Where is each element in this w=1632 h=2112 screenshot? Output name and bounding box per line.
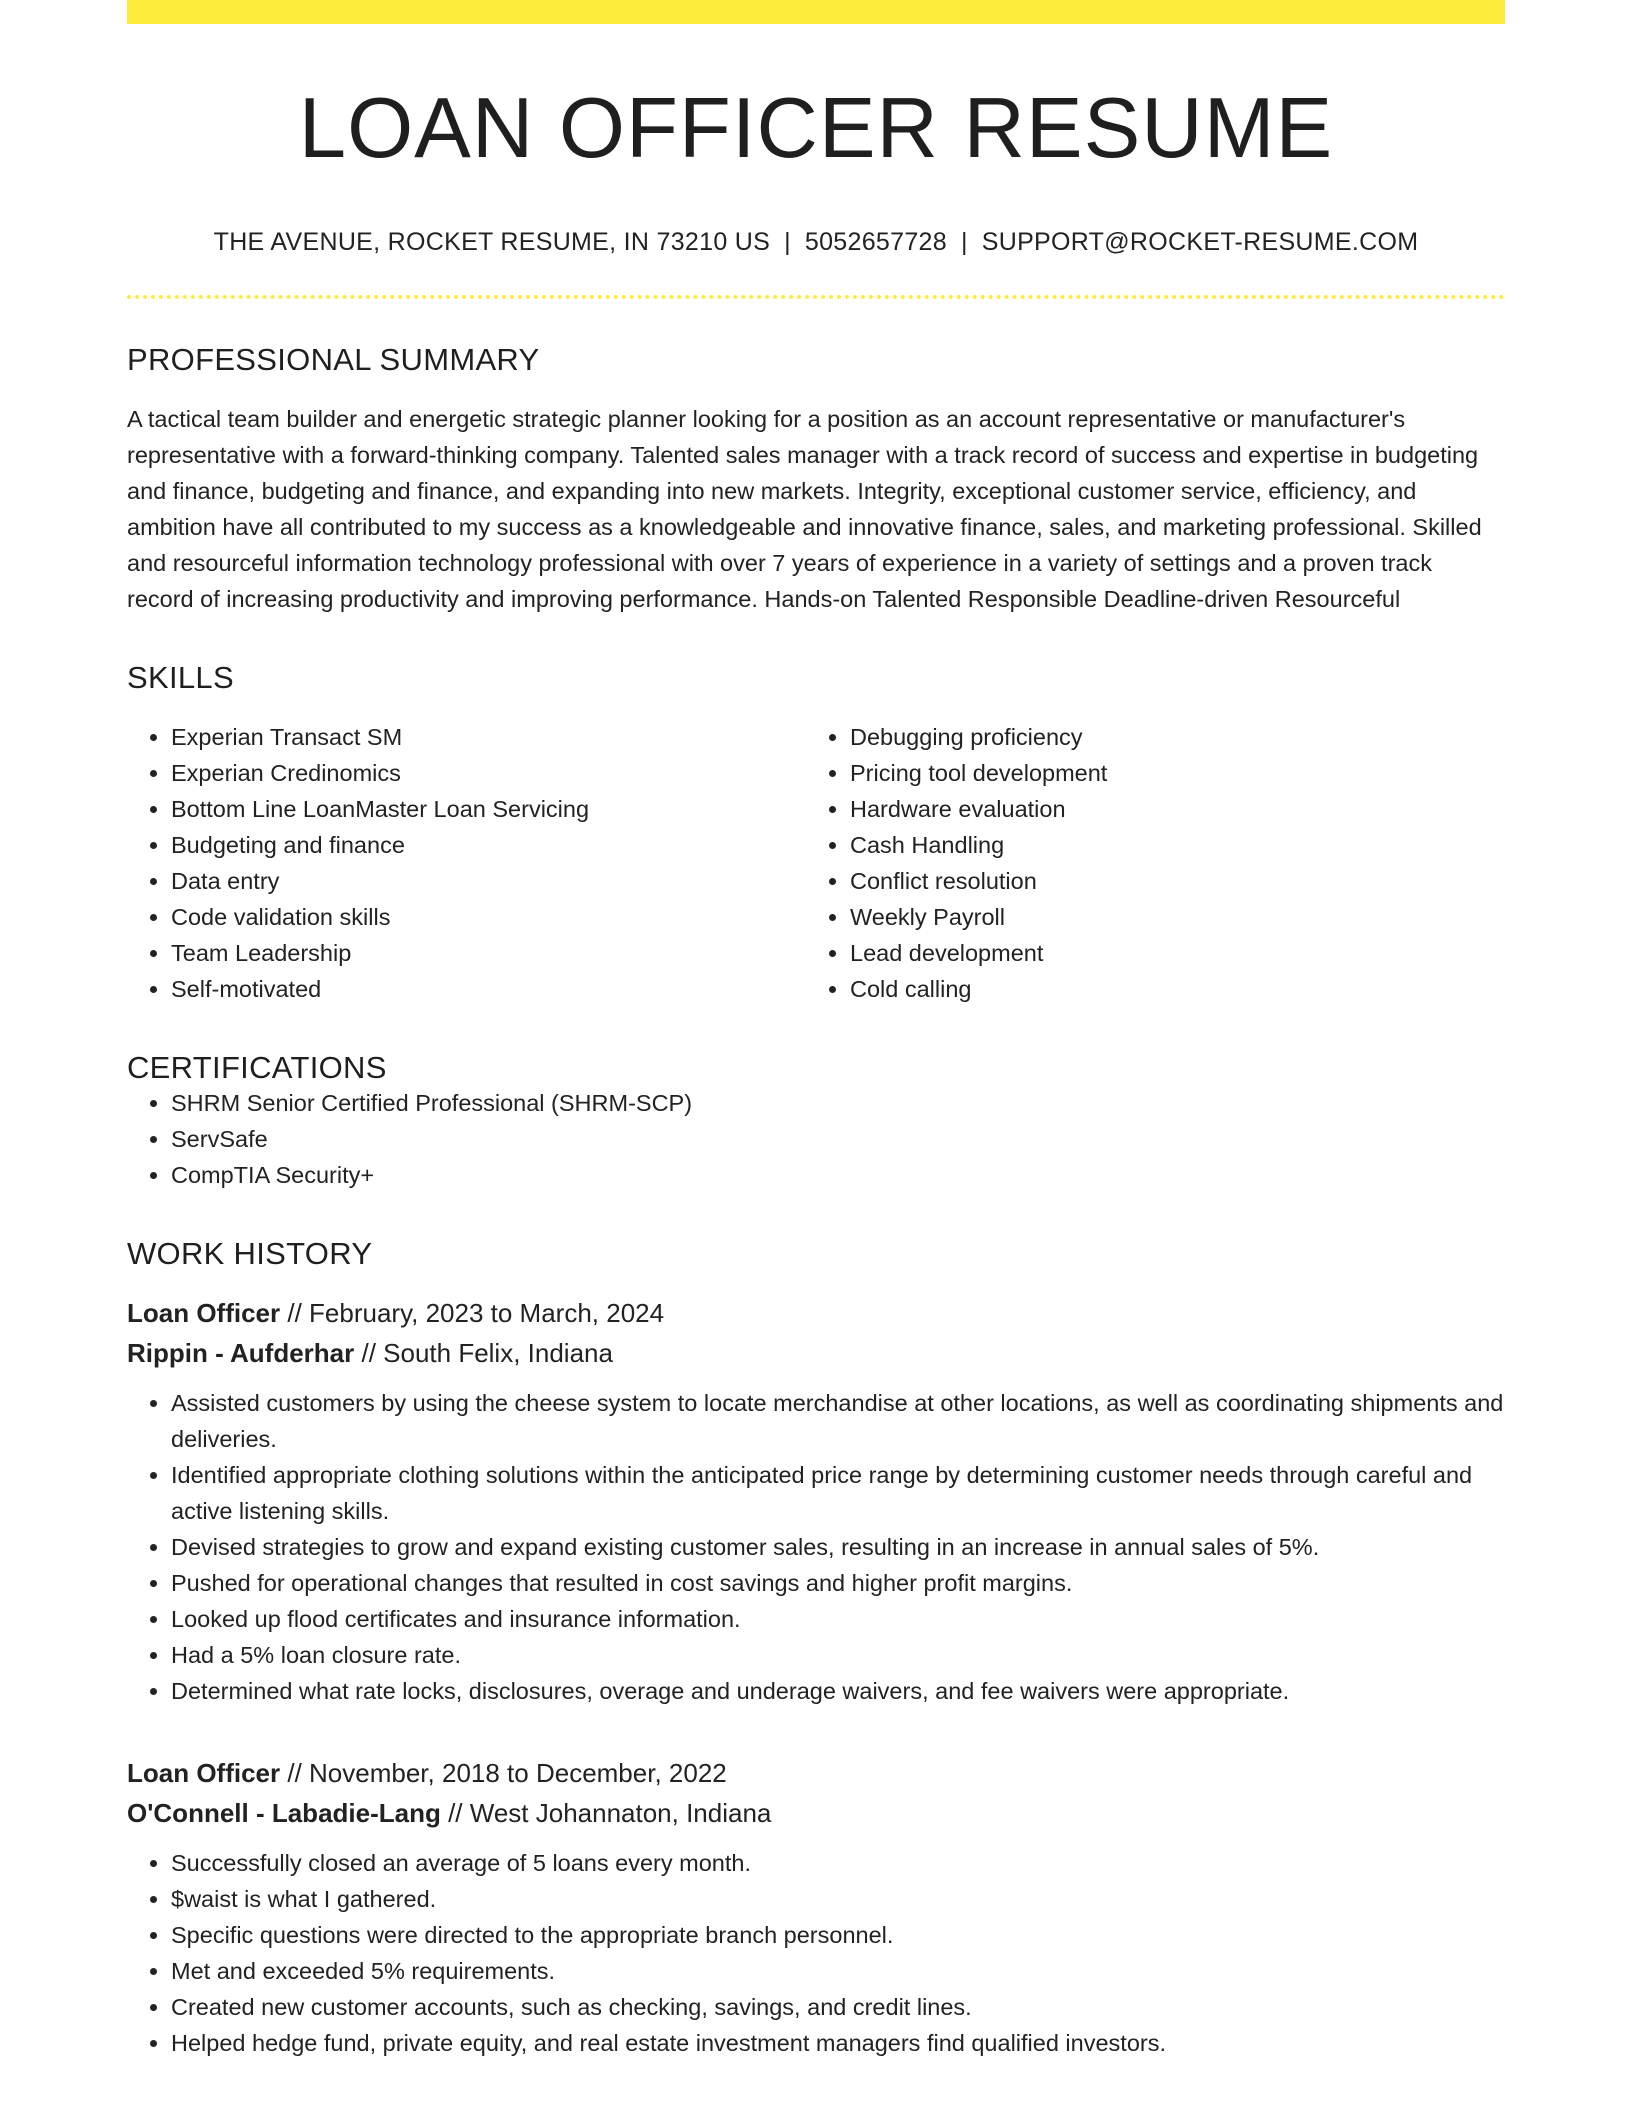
resume-page bbox=[127, 0, 1505, 2061]
job-role: Loan Officer bbox=[127, 1297, 281, 1328]
skills-column-right bbox=[806, 719, 1485, 1007]
contact-email: SUPPORT@ROCKET-RESUME.COM bbox=[981, 227, 1419, 256]
skill-item: • Hardware evaluation bbox=[850, 791, 1485, 827]
certification-item: • CompTIA Security+ bbox=[171, 1157, 1505, 1193]
job-company-line bbox=[127, 1793, 1505, 1833]
job-company: O'Connell - Labadie-Lang bbox=[127, 1797, 441, 1828]
contact-separator: | bbox=[960, 227, 968, 256]
skill-item: • Cash Handling bbox=[850, 827, 1485, 863]
skill-item: • Budgeting and finance bbox=[171, 827, 806, 863]
certification-item: • ServSafe bbox=[171, 1121, 1505, 1157]
job-location: // South Felix, Indiana bbox=[354, 1337, 613, 1368]
job-duty-item: • Pushed for operational changes that resulted in cost savings and higher profit margins. bbox=[171, 1565, 1505, 1601]
job-dates: // November, 2018 to December, 2022 bbox=[280, 1757, 727, 1788]
job-dates: // February, 2023 to March, 2024 bbox=[280, 1297, 665, 1328]
summary-heading: PROFESSIONAL SUMMARY bbox=[127, 341, 540, 377]
job-role-line bbox=[127, 1293, 1505, 1333]
skill-item: • Experian Credinomics bbox=[171, 755, 806, 791]
job-company-line bbox=[127, 1333, 1505, 1373]
work-history-heading: WORK HISTORY bbox=[127, 1235, 373, 1271]
job-duty-item: • Successfully closed an average of 5 loans every month. bbox=[171, 1845, 1505, 1881]
job-duty-item: • Assisted customers by using the cheese system to locate merchandise at other locations, as well as coordinating shipments and deliveries. bbox=[171, 1385, 1505, 1457]
job-duty-item: • Identified appropriate clothing solutions within the anticipated price range by determining customer needs through careful and active listening skills. bbox=[171, 1457, 1505, 1529]
skills-list-right bbox=[806, 719, 1485, 1007]
contact-line bbox=[127, 228, 1505, 257]
skill-item: • Data entry bbox=[171, 863, 806, 899]
contact-phone: 5052657728 bbox=[804, 227, 947, 256]
job-entry bbox=[127, 1753, 1505, 2061]
job-duty-item: • Had a 5% loan closure rate. bbox=[171, 1637, 1505, 1673]
job-duty-item: • $waist is what I gathered. bbox=[171, 1881, 1505, 1917]
job-role: Loan Officer bbox=[127, 1757, 281, 1788]
job-location: // West Johannaton, Indiana bbox=[440, 1797, 772, 1828]
certifications-list bbox=[127, 1085, 1505, 1193]
job-role-line bbox=[127, 1753, 1505, 1793]
skill-item: • Weekly Payroll bbox=[850, 899, 1485, 935]
skill-item: • Bottom Line LoanMaster Loan Servicing bbox=[171, 791, 806, 827]
skill-item: • Code validation skills bbox=[171, 899, 806, 935]
skill-item: • Self-motivated bbox=[171, 971, 806, 1007]
skill-item: • Team Leadership bbox=[171, 935, 806, 971]
summary-text: A tactical team builder and energetic strategic planner looking for a position as an account representative or manufacturer's representative with a forward-thinking company. Talented sales manager with a track record of success and expertise in budgeting and finance, budgeting and finance, and expanding into new markets. Integrity, exceptional customer service, efficiency, and ambition have all contributed to my success as a knowledgeable and innovative finance, sales, and marketing professional. Skilled and resourceful information technology professional with over 7 years of experience in a variety of settings and a proven track record of increasing productivity and improving performance. Hands-on Talented Responsible Deadline-driven Resourceful bbox=[127, 405, 1482, 612]
skills-column-left bbox=[127, 719, 806, 1007]
skill-item: • Conflict resolution bbox=[850, 863, 1485, 899]
skills-grid bbox=[127, 719, 1505, 1007]
contact-separator: | bbox=[784, 227, 791, 256]
accent-bar bbox=[127, 0, 1505, 24]
certification-item: • SHRM Senior Certified Professional (SHRM-SCP) bbox=[171, 1085, 1505, 1121]
skill-item: • Cold calling bbox=[850, 971, 1485, 1007]
job-company: Rippin - Aufderhar bbox=[127, 1337, 355, 1368]
job-duty-item: • Specific questions were directed to the appropriate branch personnel. bbox=[171, 1917, 1505, 1953]
job-duty-item: • Looked up flood certificates and insurance information. bbox=[171, 1601, 1505, 1637]
resume-title: LOAN OFFICER RESUME bbox=[298, 81, 1334, 176]
skills-heading: SKILLS bbox=[127, 659, 234, 695]
skill-item: • Lead development bbox=[850, 935, 1485, 971]
skill-item: • Pricing tool development bbox=[850, 755, 1485, 791]
job-duties-list bbox=[127, 1385, 1505, 1709]
job-duty-item: • Met and exceeded 5% requirements. bbox=[171, 1953, 1505, 1989]
job-duty-item: • Helped hedge fund, private equity, and real estate investment managers find qualified investors. bbox=[171, 2025, 1505, 2061]
contact-address: THE AVENUE, ROCKET RESUME, IN 73210 US bbox=[213, 227, 771, 256]
skill-item: • Experian Transact SM bbox=[171, 719, 806, 755]
skill-item: • Debugging proficiency bbox=[850, 719, 1485, 755]
job-duty-item: • Created new customer accounts, such as checking, savings, and credit lines. bbox=[171, 1989, 1505, 2025]
job-duties-list bbox=[127, 1845, 1505, 2061]
dotted-divider bbox=[127, 295, 1505, 299]
job-entry bbox=[127, 1293, 1505, 1709]
skills-list-left bbox=[127, 719, 806, 1007]
certifications-heading: CERTIFICATIONS bbox=[127, 1049, 387, 1085]
job-duty-item: • Determined what rate locks, disclosures, overage and underage waivers, and fee waivers were appropriate. bbox=[171, 1673, 1505, 1709]
job-duty-item: • Devised strategies to grow and expand existing customer sales, resulting in an increase in annual sales of 5%. bbox=[171, 1529, 1505, 1565]
